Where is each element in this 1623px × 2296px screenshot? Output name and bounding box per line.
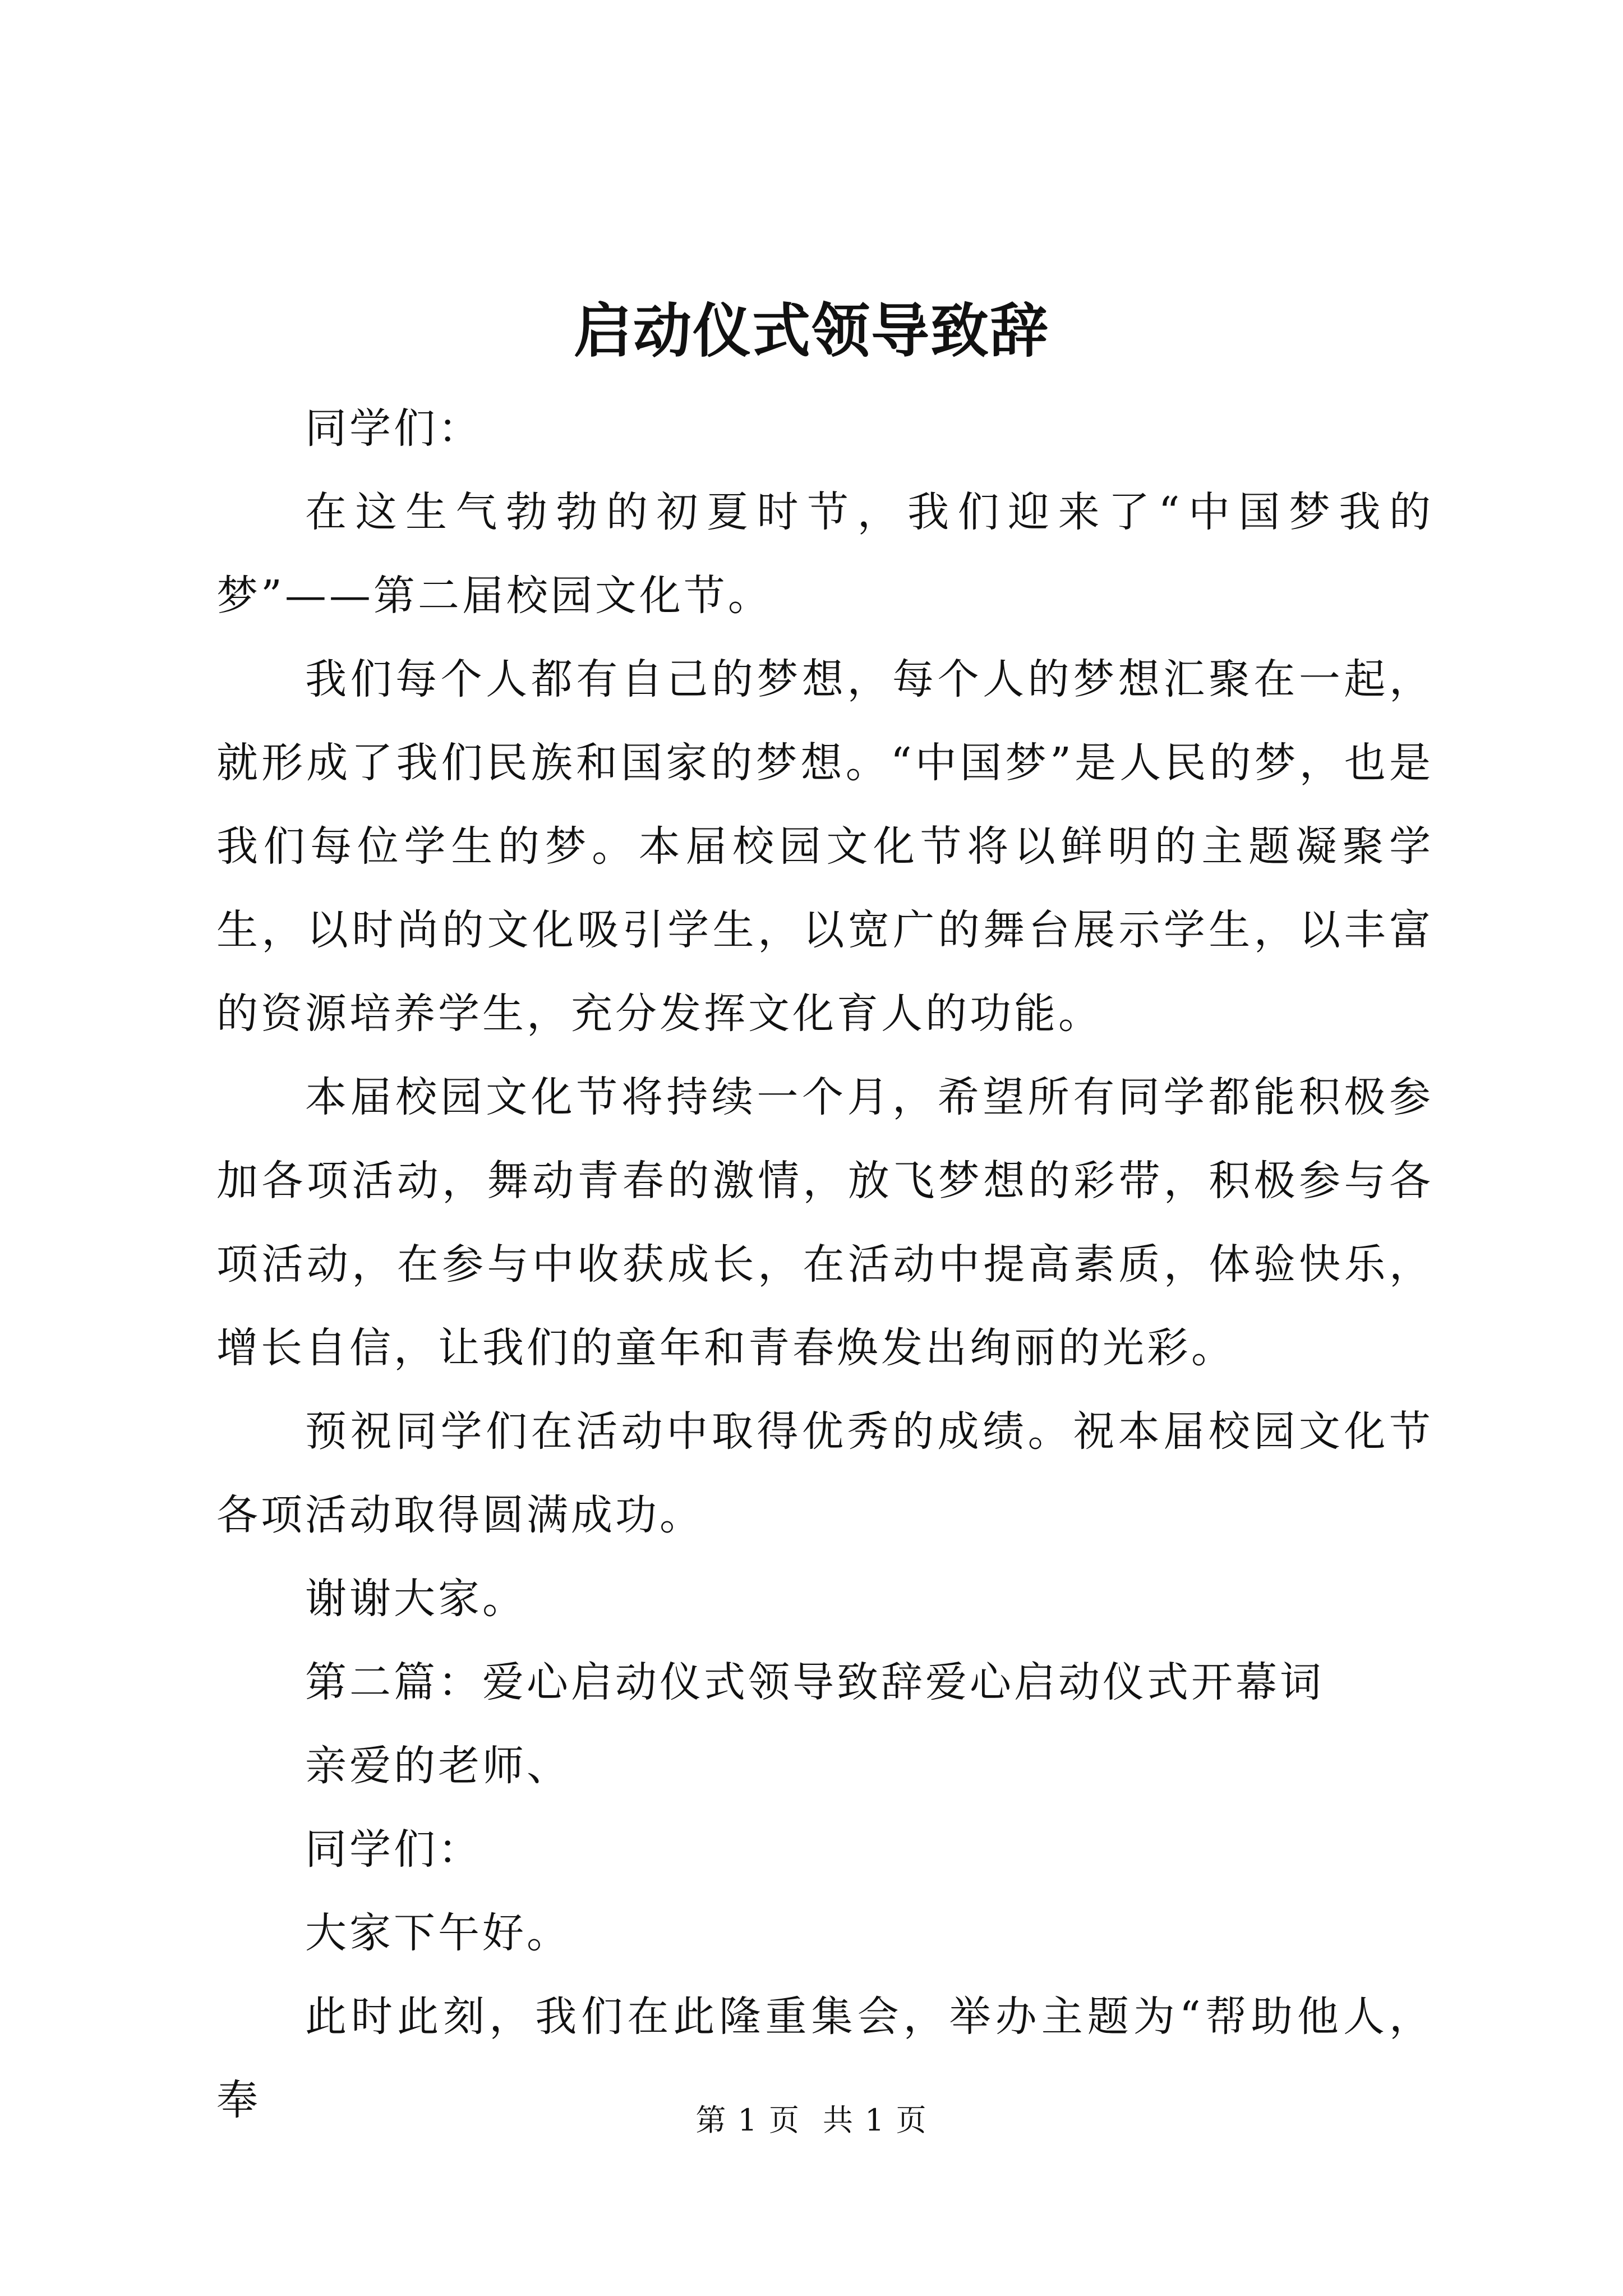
paragraph-second-title: 第二篇：爱心启动仪式领导致辞爱心启动仪式开幕词	[305, 1658, 1324, 1706]
paragraph-afternoon: 大家下午好。	[305, 1909, 571, 1957]
page-footer	[0, 2098, 1623, 2143]
page-total: 共 1 页	[823, 2102, 928, 2138]
paragraph-thanks: 谢谢大家。	[305, 1575, 527, 1623]
paragraph-opening: 在这生气勃勃的初夏时节，我们迎来了“中国梦我的梦”——第二届校园文化节。	[216, 488, 1433, 620]
paragraph-wishes: 预祝同学们在活动中取得优秀的成绩。祝本届校园文化节各项活动取得圆满成功。	[216, 1407, 1433, 1539]
paragraph-greeting: 同学们：	[305, 404, 482, 453]
paragraph-dear-teachers: 亲爱的老师、	[305, 1742, 571, 1790]
paragraph-dream: 我们每个人都有自己的梦想，每个人的梦想汇聚在一起，就形成了我们民族和国家的梦想。“中国梦”是人民的梦，也是我们每位学生的梦。本届校园文化节将以鲜明的主题凝聚学生，以时尚的文化吸引学生，以宽广的舞台展示学生，以丰富的资源培养学生，充分发挥文化育人的功能。	[216, 655, 1433, 1038]
paragraph-activities: 本届校园文化节将持续一个月，希望所有同学都能积极参加各项活动，舞动青春的激情，放飞梦想的彩带，积极参与各项活动，在参与中收获成长，在活动中提高素质，体验快乐，增长自信，让我们的童年和青春焕发出绚丽的光彩。	[216, 1073, 1433, 1372]
page-number: 第 1 页	[695, 2102, 800, 2138]
paragraph-gathering: 此时此刻，我们在此隆重集会，举办主题为“帮助他人，奉	[216, 1993, 1433, 2124]
paragraph-students: 同学们：	[305, 1825, 482, 1874]
document-body	[216, 387, 1433, 2142]
page-title: 启动仪式领导致辞	[573, 296, 1049, 365]
